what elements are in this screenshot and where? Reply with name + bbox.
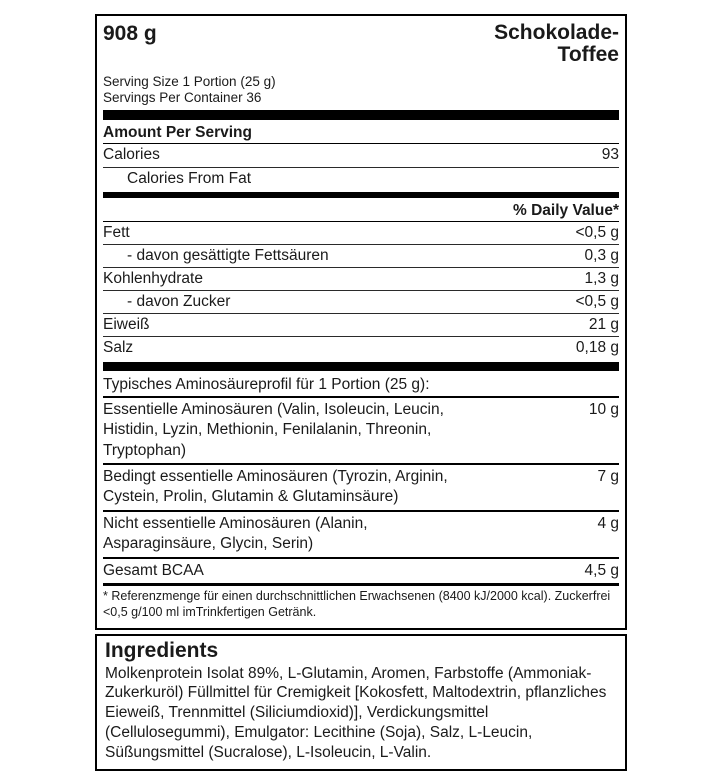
- daily-value-footnote: * Referenzmenge für einen durchschnittlichen Erwachsenen (8400 kJ/2000 kcal). Zuckerfrei <0,5 g/100 ml imTrinkfertigen Getränk.: [103, 589, 611, 619]
- label-header: [103, 18, 619, 66]
- daily-value-header: % Daily Value*: [103, 200, 619, 222]
- nutrient-name: - davon Zucker: [127, 293, 231, 311]
- ingredients-title: Ingredients: [105, 639, 219, 663]
- amino-value: 7 g: [597, 467, 619, 485]
- nutrient-name: Fett: [103, 223, 130, 241]
- amount-per-serving-heading: Amount Per Serving: [103, 122, 619, 144]
- calories-row: [103, 144, 619, 167]
- nutrient-row-gesaettigte-fettsaeuren: [103, 245, 619, 268]
- nutrition-label: [95, 14, 627, 771]
- calories-value: 93: [601, 146, 619, 164]
- divider-thick-bar: [103, 362, 619, 371]
- nutrient-row-salz: [103, 337, 619, 359]
- nutrient-value: 1,3 g: [584, 270, 619, 288]
- nutrient-value: 0,3 g: [584, 246, 619, 264]
- flavor-name: Schokolade-Toffee: [494, 21, 619, 67]
- ingredients-panel: [95, 634, 627, 770]
- amino-profile-title: Typisches Aminosäureprofil für 1 Portion (25 g):: [103, 373, 619, 398]
- nutrient-value: 21 g: [588, 316, 619, 334]
- calories-label: Calories: [103, 146, 160, 164]
- amino-row-nicht-essentielle: [103, 512, 619, 559]
- nutrient-row-eiweiss: [103, 314, 619, 337]
- nutrient-name: Kohlenhydrate: [103, 270, 203, 288]
- nutrient-row-kohlenhydrate: [103, 268, 619, 291]
- serving-size: Serving Size 1 Portion (25 g): [103, 74, 276, 90]
- nutrient-name: - davon gesättigte Fettsäuren: [127, 246, 329, 264]
- nutrient-value: <0,5 g: [575, 293, 619, 311]
- calories-from-fat-row: [103, 168, 619, 190]
- amino-row-essentielle: [103, 398, 619, 465]
- amino-value: 4 g: [597, 514, 619, 532]
- amino-name: Bedingt essentielle Aminosäuren (Tyrozin, Arginin, Cystein, Prolin, Glutamin & Glutaminsäure): [103, 467, 448, 506]
- divider-thick-bar: [103, 192, 619, 198]
- amino-row-bedingt-essentielle: [103, 465, 619, 512]
- amino-name: Nicht essentielle Aminosäuren (Alanin, Asparaginsäure, Glycin, Serin): [103, 514, 368, 553]
- nutrient-row-fett: [103, 222, 619, 245]
- nutrient-row-zucker: [103, 291, 619, 314]
- package-weight: 908 g: [103, 22, 157, 45]
- nutrient-name: Salz: [103, 339, 134, 357]
- amino-value: 10 g: [588, 400, 619, 418]
- ingredients-text: Molkenprotein Isolat 89%, L-Glutamin, Aromen, Farbstoffe (Ammoniak-Zukerkuröl) Füllmittel für Cremigkeit [Kokosfett, Maltodextrin, pflanzliches Eieweiß, Trennmittel (Siliciumdioxid)], Verdickungsmittel (Cellulosegummi), Emulgator: Lecithine (Soja), Salz, L-Leucin, Süßungsmittel (Sucralose), L-Isoleucin, L-Valin.: [105, 664, 607, 761]
- amino-name: Gesamt BCAA: [103, 561, 204, 579]
- nutrition-facts-panel: [95, 14, 627, 630]
- amino-value: 4,5 g: [584, 561, 619, 579]
- servings-per-container: Servings Per Container 36: [103, 90, 262, 106]
- serving-info: [103, 74, 619, 106]
- nutrient-name: Eiweiß: [103, 316, 150, 334]
- amino-row-gesamt-bcaa: [103, 559, 619, 586]
- nutrient-value: 0,18 g: [575, 339, 619, 357]
- divider-thick-bar: [103, 110, 619, 120]
- nutrient-value: <0,5 g: [575, 223, 619, 241]
- calories-from-fat-label: Calories From Fat: [127, 169, 252, 187]
- amino-name: Essentielle Aminosäuren (Valin, Isoleucin, Leucin, Histidin, Lyzin, Methionin, Fenilalanin, Threonin, Tryptophan): [103, 400, 444, 459]
